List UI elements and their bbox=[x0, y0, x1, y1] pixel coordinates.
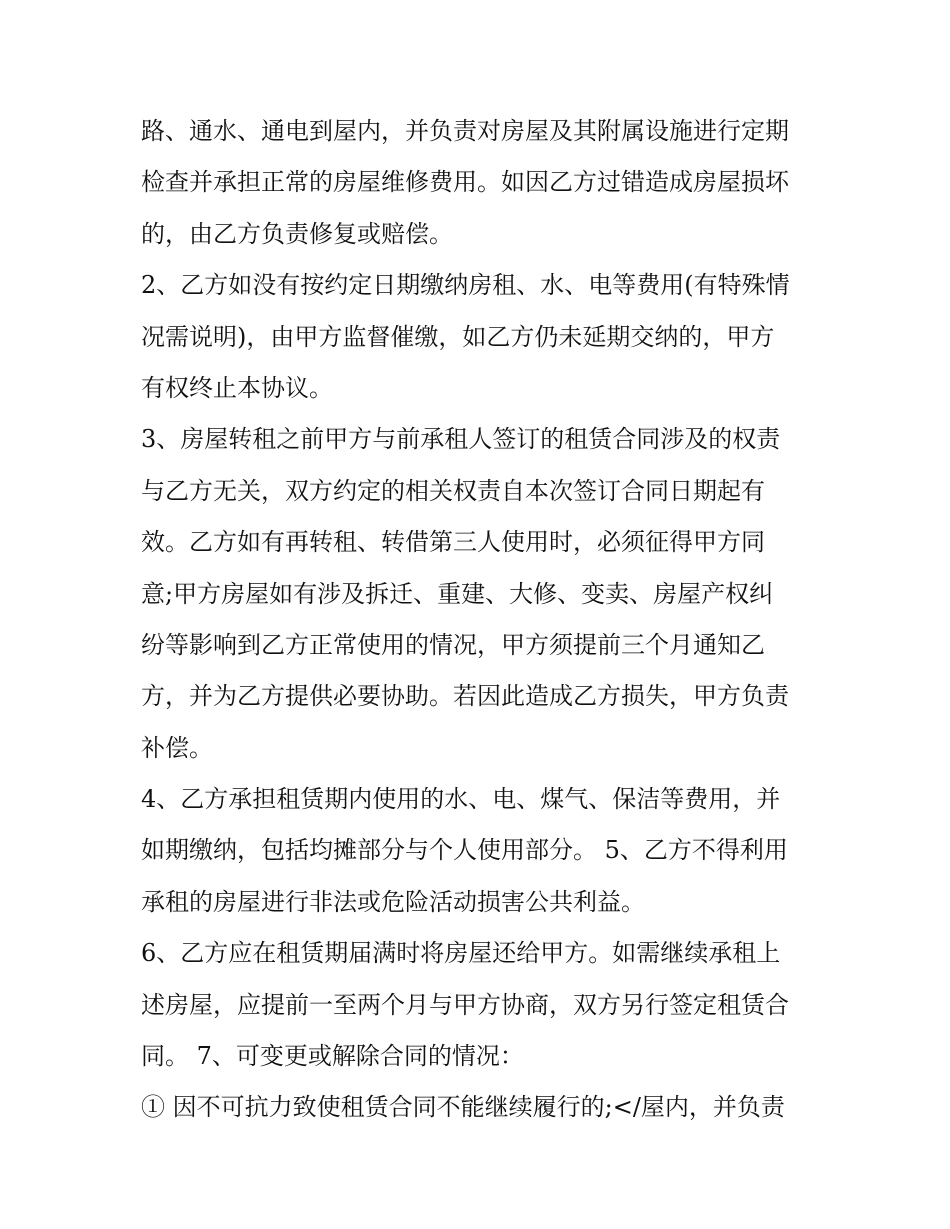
document-body bbox=[141, 106, 816, 1134]
text-line: 的，由乙方负责修复或赔偿。 bbox=[141, 219, 453, 248]
text-line: 路、通水、通电到屋内，并负责对房屋及其附属设施进行定期 bbox=[141, 117, 789, 145]
text-line: 纷等影响到乙方正常使用的情况，甲方须提前三个月通知乙 bbox=[141, 630, 765, 659]
text-line: 检查并承担正常的房屋维修费用。如因乙方过错造成房屋损坏 bbox=[141, 168, 789, 197]
text-line: 同。 7、可变更或解除合同的情况： bbox=[141, 1042, 524, 1071]
text-line: 4、乙方承担租赁期内使用的水、电、煤气、保洁等费用，并 bbox=[141, 785, 781, 814]
text-line: 与乙方无关，双方约定的相关权责自本次签订合同日期起有 bbox=[141, 476, 765, 505]
text-line: 2、乙方如没有按约定日期缴纳房租、水、电等费用(有特殊情 bbox=[141, 271, 790, 300]
text-line: 有权终止本协议。 bbox=[141, 373, 333, 402]
text-line: 补偿。 bbox=[141, 733, 213, 762]
text-line: ① 因不可抗力致使租赁合同不能继续履行的;</屋内，并负责 bbox=[141, 1093, 785, 1122]
text-line: 6、乙方应在租赁期届满时将房屋还给甲方。如需继续承租上 bbox=[141, 939, 781, 968]
text-line: 方，并为乙方提供必要协助。若因此造成乙方损失，甲方负责 bbox=[141, 682, 789, 711]
text-line: 意;甲方房屋如有涉及拆迁、重建、大修、变卖、房屋产权纠 bbox=[141, 579, 774, 608]
text-line: 效。乙方如有再转租、转借第三人使用时，必须征得甲方同 bbox=[141, 528, 765, 557]
text-line: 如期缴纳，包括均摊部分与个人使用部分。 5、乙方不得利用 bbox=[141, 836, 788, 865]
text-line: 述房屋，应提前一至两个月与甲方协商，双方另行签定租赁合 bbox=[141, 990, 789, 1019]
text-line: 3、房屋转租之前甲方与前承租人签订的租赁合同涉及的权责 bbox=[141, 425, 781, 454]
text-line: 况需说明)，由甲方监督催缴，如乙方仍未延期交纳的，甲方 bbox=[141, 322, 775, 351]
text-line: 承租的房屋进行非法或危险活动损害公共利益。 bbox=[141, 887, 645, 916]
